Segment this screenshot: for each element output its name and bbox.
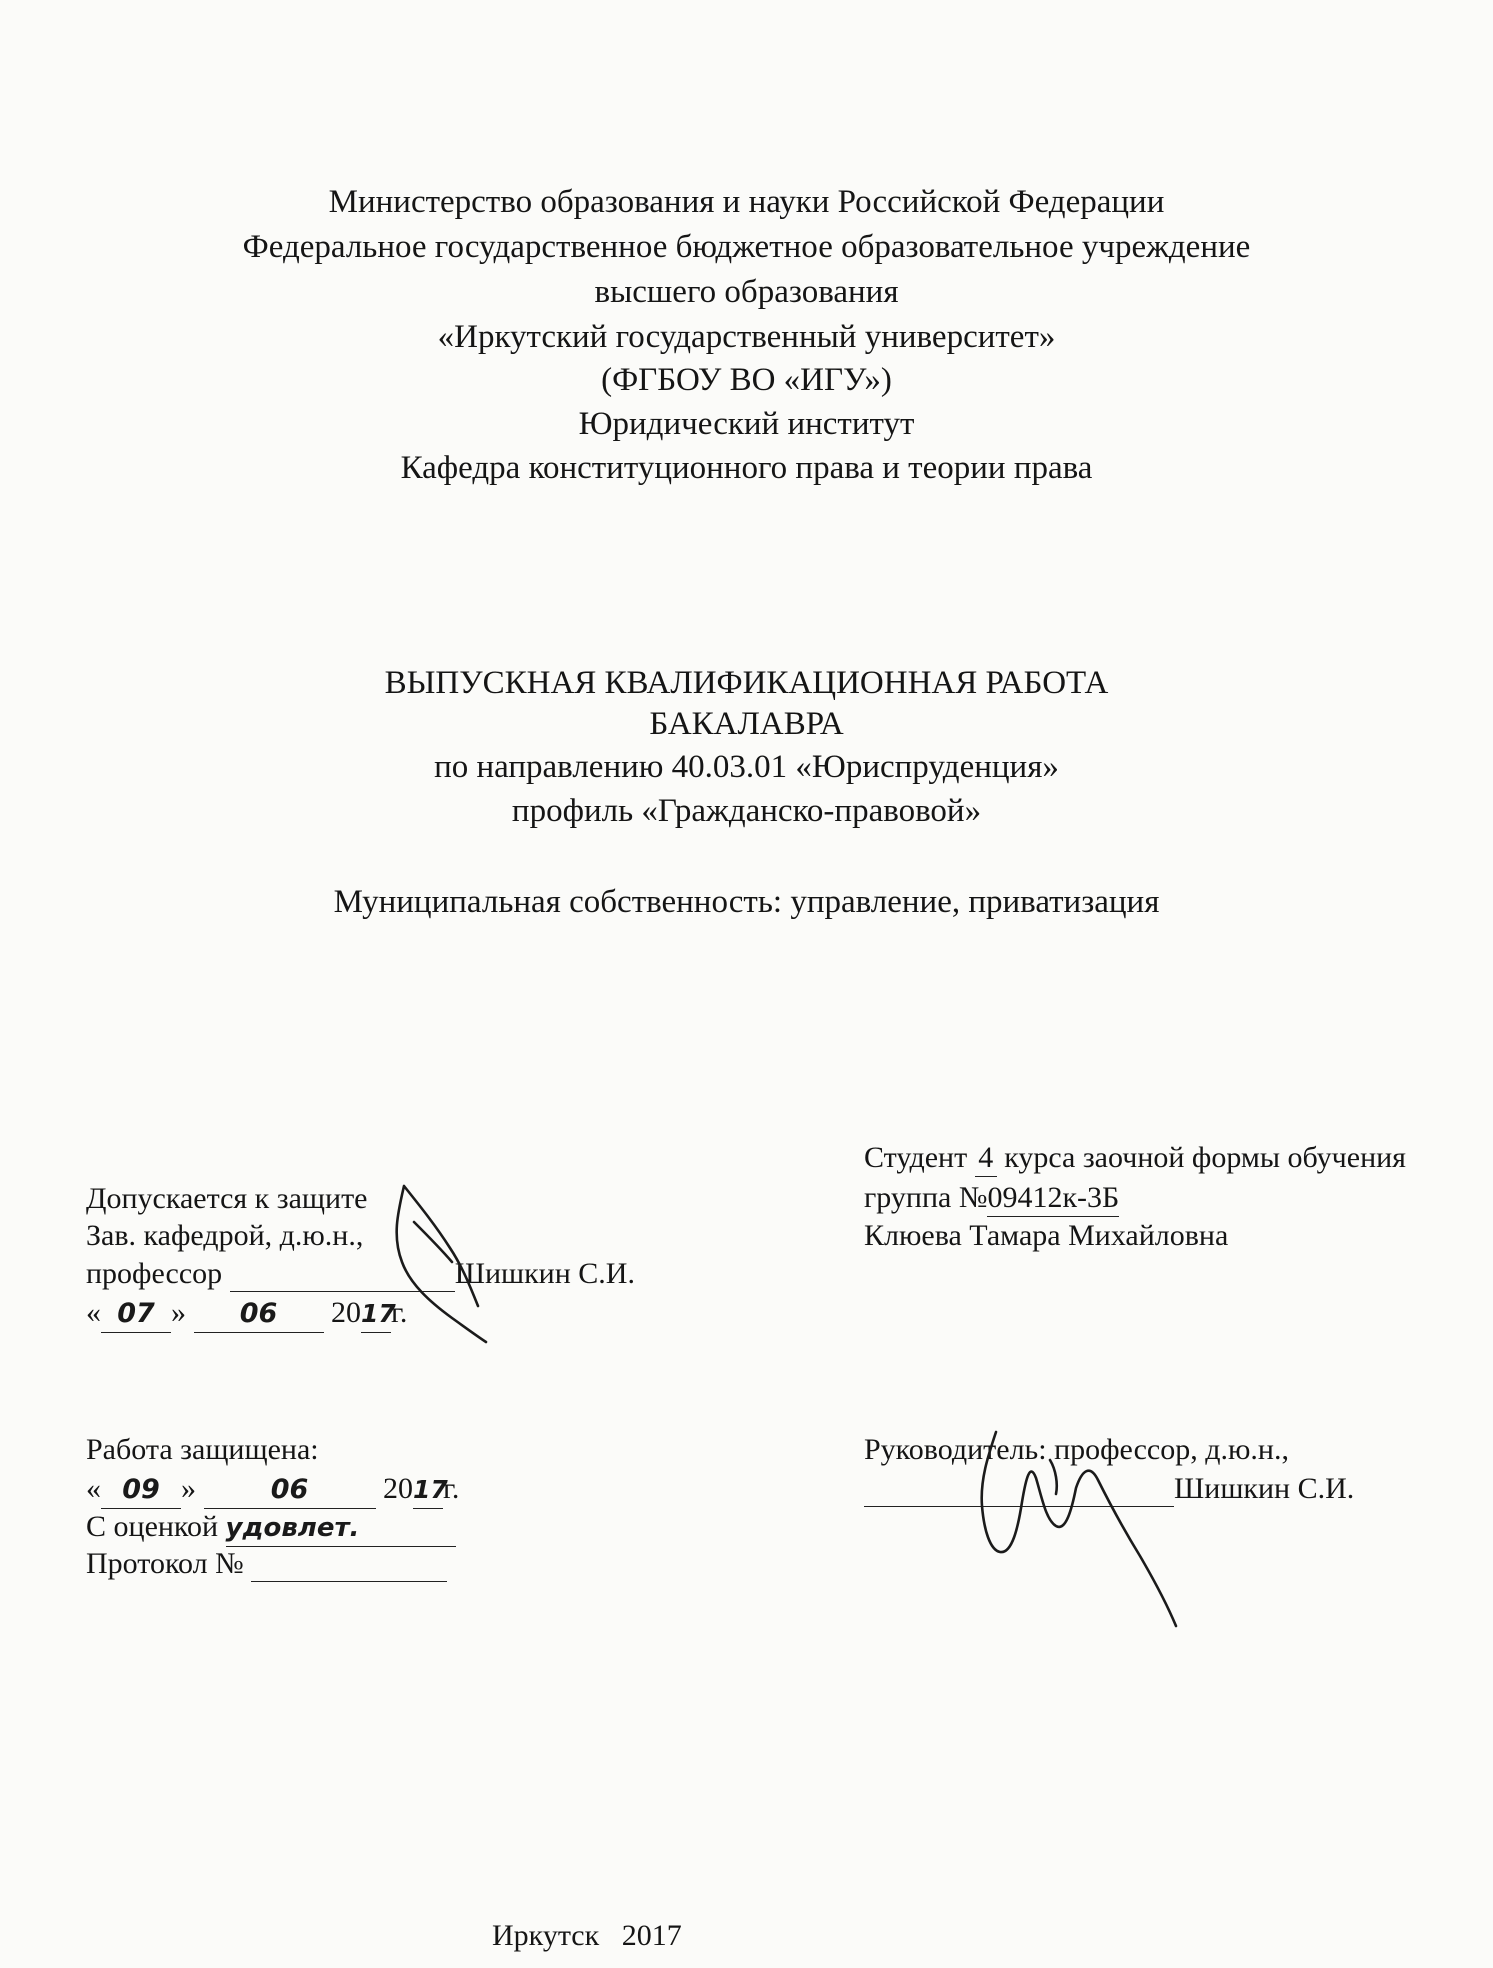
university-line: «Иркутский государственный университет» bbox=[437, 319, 1056, 355]
defense-grade-label: С оценкой bbox=[86, 1510, 219, 1543]
head-signature-icon bbox=[397, 1186, 486, 1342]
defense-day: 09 bbox=[101, 1472, 181, 1509]
admission-name: Шишкин С.И. bbox=[454, 1257, 635, 1290]
supervisor-name: Шишкин С.И. bbox=[1174, 1472, 1355, 1505]
footer-city: Иркутск bbox=[492, 1919, 600, 1952]
defense-year-end: г. bbox=[443, 1472, 460, 1505]
admission-year-end: г. bbox=[391, 1296, 408, 1329]
department-line: Кафедра конституционного права и теории права bbox=[400, 450, 1093, 486]
admission-close-quote: » bbox=[171, 1296, 186, 1329]
admission-open-quote: « bbox=[86, 1296, 101, 1329]
defense-year: 17 bbox=[413, 1472, 443, 1509]
student-prefix: Студент bbox=[864, 1141, 968, 1174]
footer-year: 2017 bbox=[621, 1919, 682, 1952]
work-type-line: ВЫПУСКНАЯ КВАЛИФИКАЦИОННАЯ РАБОТА bbox=[384, 665, 1109, 701]
student-group-label: группа № bbox=[864, 1181, 988, 1214]
admission-month: 06 bbox=[194, 1296, 324, 1333]
admission-year: 17 bbox=[361, 1296, 391, 1333]
defense-grade: удовлет. bbox=[226, 1510, 456, 1547]
student-group: 09412к-3Б bbox=[987, 1180, 1119, 1217]
admission-title: Допускается к защите bbox=[86, 1182, 368, 1215]
supervisor-role: Руководитель: профессор, д.ю.н., bbox=[864, 1433, 1289, 1466]
defense-protocol-label: Протокол № bbox=[86, 1547, 244, 1580]
student-course-suffix: курса заочной формы обучения bbox=[1004, 1141, 1406, 1174]
institution-line: Федеральное государственное бюджетное образовательное учреждение bbox=[242, 229, 1251, 265]
topic-line: Муниципальная собственность: управление, приватизация bbox=[333, 884, 1160, 920]
admission-position: профессор bbox=[86, 1257, 223, 1290]
education-level-line: высшего образования bbox=[594, 274, 899, 310]
admission-head: Зав. кафедрой, д.ю.н., bbox=[86, 1219, 364, 1252]
admission-year-prefix: 20 bbox=[331, 1296, 361, 1329]
supervisor-signature-icon bbox=[982, 1432, 1176, 1626]
abbreviation-line: (ФГБОУ ВО «ИГУ») bbox=[601, 362, 892, 398]
profile-line: профиль «Гражданско-правовой» bbox=[511, 793, 982, 829]
student-name: Клюева Тамара Михайловна bbox=[864, 1219, 1229, 1252]
defense-title: Работа защищена: bbox=[86, 1433, 319, 1466]
defense-month: 06 bbox=[204, 1472, 376, 1509]
defense-year-prefix: 20 bbox=[383, 1472, 413, 1505]
defense-close-quote: » bbox=[181, 1472, 196, 1505]
defense-open-quote: « bbox=[86, 1472, 101, 1505]
student-course: 4 bbox=[975, 1140, 997, 1177]
institute-line: Юридический институт bbox=[578, 406, 915, 442]
admission-day: 07 bbox=[101, 1296, 171, 1333]
degree-line: БАКАЛАВРА bbox=[649, 706, 844, 742]
ministry-line: Министерство образования и науки Российской Федерации bbox=[328, 184, 1165, 220]
direction-line: по направлению 40.03.01 «Юриспруденция» bbox=[434, 749, 1059, 785]
